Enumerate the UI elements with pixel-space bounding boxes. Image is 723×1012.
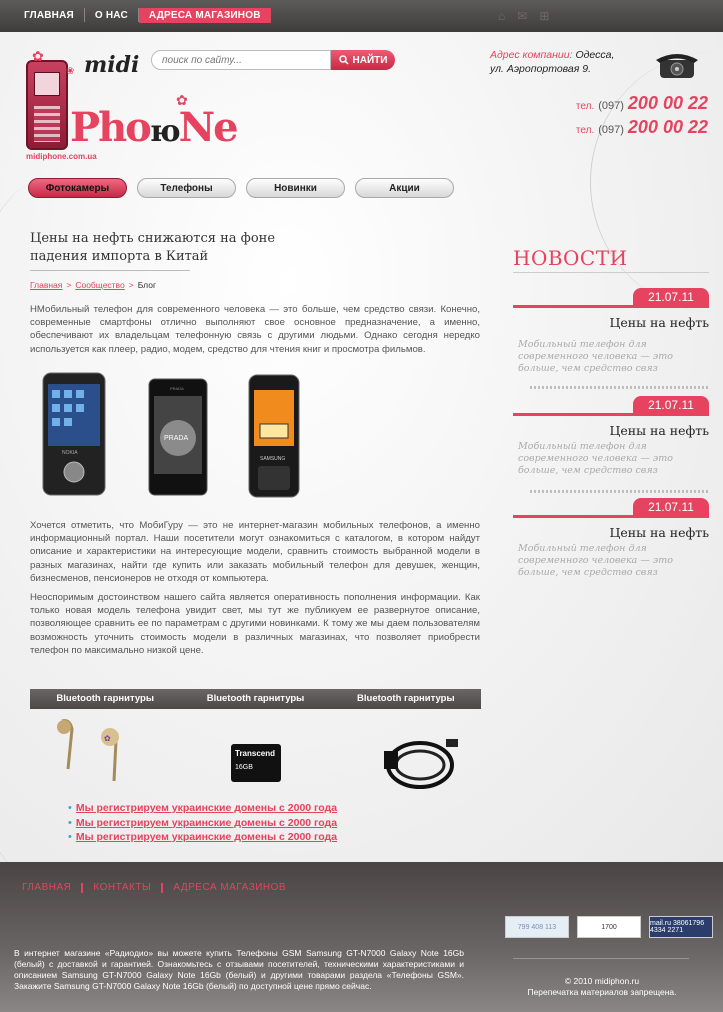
list-item [68, 816, 337, 831]
menu-new[interactable]: Новинки [246, 178, 345, 198]
top-icons [498, 9, 549, 23]
usb-cable-image[interactable] [380, 733, 464, 793]
news-date: 21.07.11 [633, 498, 709, 516]
phone-numbers [560, 93, 708, 141]
samsung-phone-image[interactable] [248, 374, 300, 498]
menu-sales[interactable]: Акции [355, 178, 454, 198]
phone-number[interactable]: 200 00 22 [627, 117, 708, 137]
footer-link-contacts[interactable]: КОНТАКТЫ [93, 882, 152, 893]
search-input[interactable] [151, 50, 331, 70]
company-address [490, 48, 614, 76]
svg-text:16GB: 16GB [235, 764, 253, 771]
news-title[interactable]: Цены на нефть [609, 525, 709, 540]
mail-icon[interactable]: ✉ [517, 9, 528, 23]
counter-badge[interactable]: mail.ru 38061796 4334 2271 [649, 916, 713, 938]
search-bar [151, 50, 395, 70]
svg-text:SAMSUNG: SAMSUNG [260, 456, 286, 462]
promo-link[interactable]: Мы регистрируем украинские домены с 2000 года [75, 816, 338, 829]
flower-icon: ❀ [66, 66, 75, 77]
main-menu [28, 178, 454, 198]
svg-text:PRADA: PRADA [164, 435, 189, 442]
svg-text:PRADA: PRADA [170, 386, 184, 391]
memory-card-image[interactable] [230, 743, 282, 783]
product-images [36, 372, 336, 502]
news-divider [513, 272, 709, 273]
search-icon [339, 55, 349, 65]
news-date-bar [513, 515, 709, 518]
footer [0, 862, 723, 1012]
footer-link-home[interactable]: ГЛАВНАЯ [22, 882, 72, 893]
svg-text:NOKIA: NOKIA [62, 450, 78, 456]
news-date-bar [513, 413, 709, 416]
counters [505, 916, 713, 938]
copyright: © 2010 midiphon.ru Перепечатка материалов запрещена. [527, 976, 677, 997]
topnav-stores[interactable]: АДРЕСА МАГАЗИНОВ [139, 8, 271, 23]
list-item [68, 830, 337, 845]
address-city: Одесса, [575, 49, 615, 61]
topnav-about[interactable]: О НАС [94, 10, 128, 21]
news-date-bar [513, 305, 709, 308]
decor-swoosh [590, 52, 723, 312]
news-description: Мобильный телефон для современного человека — это больше, чем средство связ [518, 543, 673, 578]
promo-links [68, 801, 337, 845]
news-title[interactable]: Цены на нефть [609, 315, 709, 330]
article-paragraph: Неоспоримым достоинством нашего сайта является оперативность пополнения информации. Как только новая модель телефона увидит свет, мы тут же публикуем ее развернутое описание, позволяющее сравнить ее по параметрам с другими новинками. К тому же мы даем пользователям возможность уточнить стоимость модели в различных магазинах, что позволяет приобрести телефон по максимально низкой цене. [30, 592, 480, 656]
sitemap-icon[interactable]: ⊞ [539, 9, 550, 23]
telephone-icon [654, 50, 700, 80]
news-separator [530, 490, 710, 493]
menu-cameras[interactable]: Фотокамеры [28, 178, 127, 198]
footer-divider [81, 883, 83, 893]
promo-link[interactable]: Мы регистрируем украинские домены с 2000 года [75, 802, 338, 814]
search-button[interactable]: НАЙТИ [331, 50, 395, 70]
news-heading: НОВОСТИ [513, 246, 628, 270]
news-description: Мобильный телефон для современного человека — это больше, чем средство связ [518, 441, 673, 476]
svg-text:Transcend: Transcend [235, 749, 276, 758]
article-paragraph: НМобильный телефон для современного человека — это больше, чем средство связи. Конечно, современные смартфоны отлично выполняют свое основное предназначение, а именно, обеспечивают их владельцам телефонную связь с другими людьми. Однако сегодня нередко используется как плеер, радио, модем, средство для чтения книг и просмотра фильмов. [30, 304, 480, 355]
breadcrumb-current: Блог [137, 280, 157, 290]
counter-badge[interactable]: 799 408 113 [505, 916, 569, 938]
phone-number[interactable]: 200 00 22 [627, 93, 708, 113]
accessories-block [30, 689, 481, 799]
topnav-home[interactable]: ГЛАВНАЯ [24, 10, 74, 21]
promo-link[interactable]: Мы регистрируем украинские домены с 2000 года [75, 831, 338, 843]
svg-text:✿: ✿ [104, 734, 111, 743]
footer-link-stores[interactable]: АДРЕСА МАГАЗИНОВ [173, 882, 287, 893]
accessory-title[interactable]: Bluetooth гарнитуры [206, 693, 305, 704]
flower-icon: ✿ [32, 48, 44, 64]
breadcrumb-home[interactable]: Главная [30, 280, 63, 290]
accessories-header [30, 689, 481, 709]
news-date: 21.07.11 [633, 288, 709, 306]
article-title: Цены на нефть снижаются на фоне падения импорта в Китай [30, 231, 276, 264]
earphones-image[interactable] [50, 717, 130, 789]
address-street: ул. Аэропортовая 9. [490, 63, 592, 75]
news-title[interactable]: Цены на нефть [609, 423, 709, 438]
address-label: Адрес компании: [490, 49, 573, 61]
list-item [68, 801, 337, 816]
breadcrumb: Главная > Сообщество > Блог [30, 280, 157, 290]
menu-phones[interactable]: Телефоны [137, 178, 236, 198]
logo-phone-icon [26, 60, 68, 150]
article-paragraph: Хочется отметить, что МобиГуру — это не интернет-магазин мобильных телефонов, а именно информационный портал. Наши посетители могут ознакомиться с каталогом, в котором найдут описание и характеристики на интересующие модели, сравнить стоимость выбранной модели в разных магазинах, найти где купить или заказать мобильный телефон для девушек, женщин, бизнесменов, пенсионеров не отходя от компьютера. [30, 520, 480, 584]
prada-phone-image[interactable] [148, 378, 208, 496]
accessory-title[interactable]: Bluetooth гарнитуры [357, 693, 455, 704]
footer-text: В интернет магазине «Радиодио» вы можете купить Телефоны GSM Samsung GT-N7000 Galaxy Note 16Gb (белый) с доставкой и гарантией. Ознакомьтесь с отзывами посетителей, техническими характеристиками и описанием Samsung GT-N7000 Galaxy Note 16Gb (белый) и другими товарами раздела «Телефоны GSM». Закажите Samsung GT-N7000 Galaxy Note 16Gb (белый) по доступной цене прямо сейчас. [14, 948, 464, 991]
title-divider [30, 270, 190, 271]
news-description: Мобильный телефон для современного человека — это больше, чем средство связ [518, 339, 673, 374]
top-bar [0, 0, 723, 32]
footer-nav [22, 882, 286, 893]
top-nav [14, 8, 271, 23]
phone-row: тел. (097) 200 00 22 [575, 93, 708, 113]
footer-divider [161, 883, 163, 893]
news-separator [530, 386, 710, 389]
nokia-phone-image[interactable] [42, 372, 106, 496]
news-date: 21.07.11 [633, 396, 709, 414]
logo-midi: midi [84, 52, 140, 78]
accessory-title[interactable]: Bluetooth гарнитуры [56, 693, 154, 704]
footer-divider-line [513, 958, 689, 959]
home-icon[interactable]: ⌂ [498, 9, 506, 23]
phone-row: тел. (097) 200 00 22 [575, 117, 708, 137]
logo-brand: PhoюNe [70, 104, 237, 151]
accessories-items [30, 709, 481, 799]
logo-url: midiphone.com.ua [26, 152, 97, 161]
flower-icon: ✿ [176, 92, 188, 108]
breadcrumb-community[interactable]: Сообщество [75, 280, 125, 290]
counter-badge[interactable]: 1700 [577, 916, 641, 938]
